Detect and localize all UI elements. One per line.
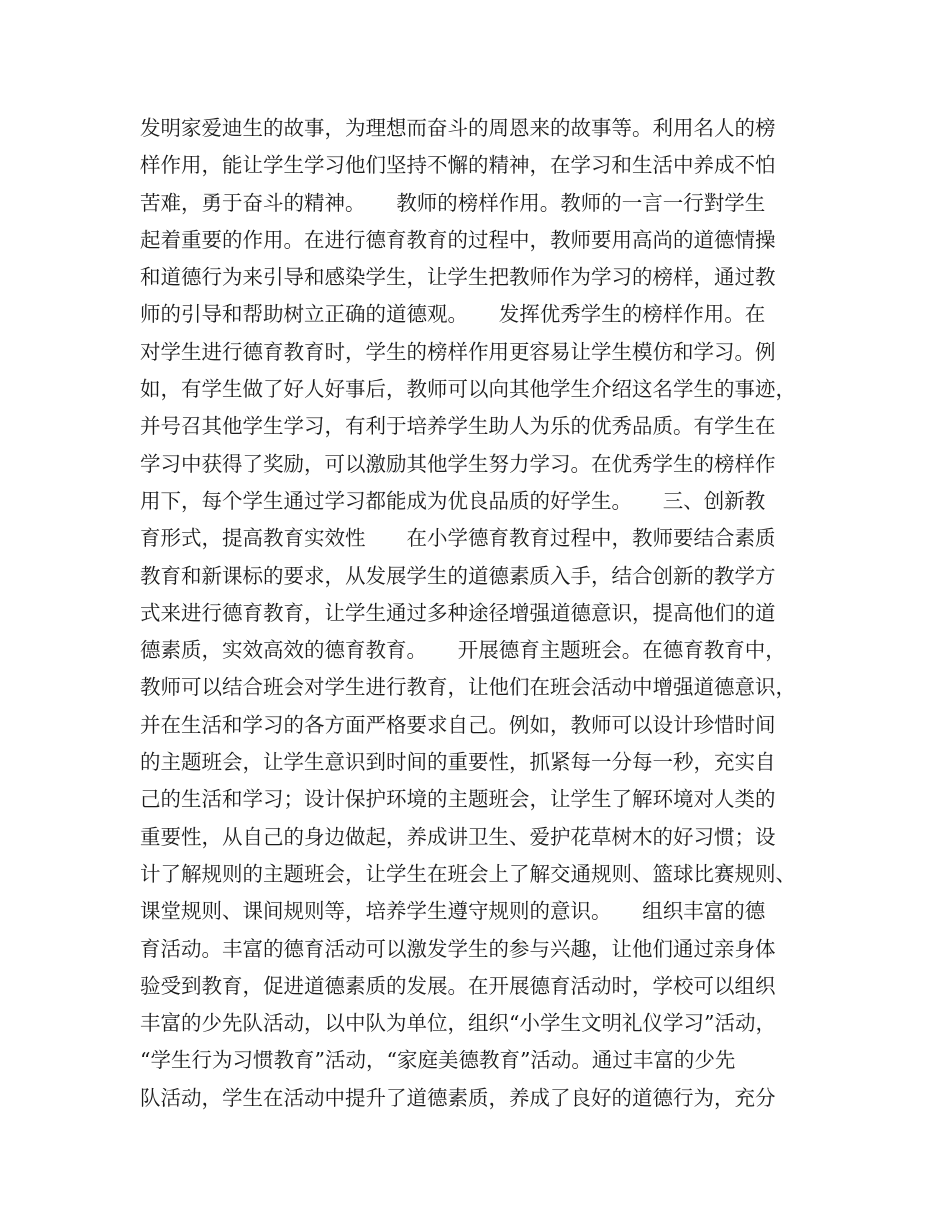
- text-line: 如，有学生做了好人好事后，教师可以向其他学生介绍这名学生的事迹，: [140, 377, 796, 402]
- text-line: 师的引导和帮助树立正确的道德观。 发挥优秀学生的榜样作用。在: [140, 302, 766, 327]
- text-line: 样作用，能让学生学习他们坚持不懈的精神，在学习和生活中养成不怕: [140, 153, 776, 178]
- text-line: 课堂规则、课间规则等，培养学生遵守规则的意识。 组织丰富的德: [140, 899, 766, 924]
- text-line: 并在生活和学习的各方面严格要求自己。例如，教师可以设计珍惜时间: [140, 712, 776, 737]
- text-line: 学习中获得了奖励，可以激励其他学生努力学习。在优秀学生的榜样作: [140, 451, 776, 476]
- text-line: “学生行为习惯教育”活动，“家庭美德教育”活动。通过丰富的少先: [140, 1048, 736, 1073]
- body-text: [140, 110, 820, 1117]
- text-line: 丰富的少先队活动，以中队为单位，组织“小学生文明礼仪学习”活动，: [140, 1011, 776, 1036]
- text-line: 验受到教育，促进道德素质的发展。在开展德育活动时，学校可以组织: [140, 973, 776, 998]
- text-line: 并号召其他学生学习，有利于培养学生助人为乐的优秀品质。有学生在: [140, 414, 776, 439]
- text-line: 育活动。丰富的德育活动可以激发学生的参与兴趣，让他们通过亲身体: [140, 936, 776, 961]
- text-line: 对学生进行德育教育时，学生的榜样作用更容易让学生模仿和学习。例: [140, 339, 776, 364]
- text-line: 式来进行德育教育，让学生通过多种途径增强道德意识，提高他们的道: [140, 600, 776, 625]
- text-line: 起着重要的作用。在进行德育教育的过程中，教师要用高尚的道德情操: [140, 227, 776, 252]
- text-line: 队活动，学生在活动中提升了道德素质，养成了良好的道德行为，充分: [140, 1085, 776, 1110]
- text-line: 重要性，从自己的身边做起，养成讲卫生、爱护花草树木的好习惯；设: [140, 824, 776, 849]
- text-line: 教育和新课标的要求，从发展学生的道德素质入手，结合创新的教学方: [140, 563, 776, 588]
- text-line: 育形式，提高教育实效性 在小学德育教育过程中，教师要结合素质: [140, 526, 776, 551]
- text-line: 己的生活和学习；设计保护环境的主题班会，让学生了解环境对人类的: [140, 787, 776, 812]
- text-line: 用下，每个学生通过学习都能成为优良品质的好学生。 三、创新教: [140, 488, 766, 513]
- text-line: 发明家爱迪生的故事，为理想而奋斗的周恩来的故事等。利用名人的榜: [140, 116, 776, 140]
- text-line: 的主题班会，让学生意识到时间的重要性，抓紧每一分每一秒，充实自: [140, 750, 776, 775]
- text-line: 教师可以结合班会对学生进行教育，让他们在班会活动中增强道德意识，: [140, 675, 796, 700]
- text-line: 计了解规则的主题班会，让学生在班会上了解交通规则、篮球比赛规则、: [140, 861, 796, 886]
- text-line: 苦难，勇于奋斗的精神。 教师的榜样作用。教师的一言一行對学生: [140, 190, 766, 215]
- text-line: 德素质，实效高效的德育教育。 开展德育主题班会。在德育教育中，: [140, 638, 786, 663]
- text-line: 和道德行为来引导和感染学生，让学生把教师作为学习的榜样，通过教: [140, 265, 776, 290]
